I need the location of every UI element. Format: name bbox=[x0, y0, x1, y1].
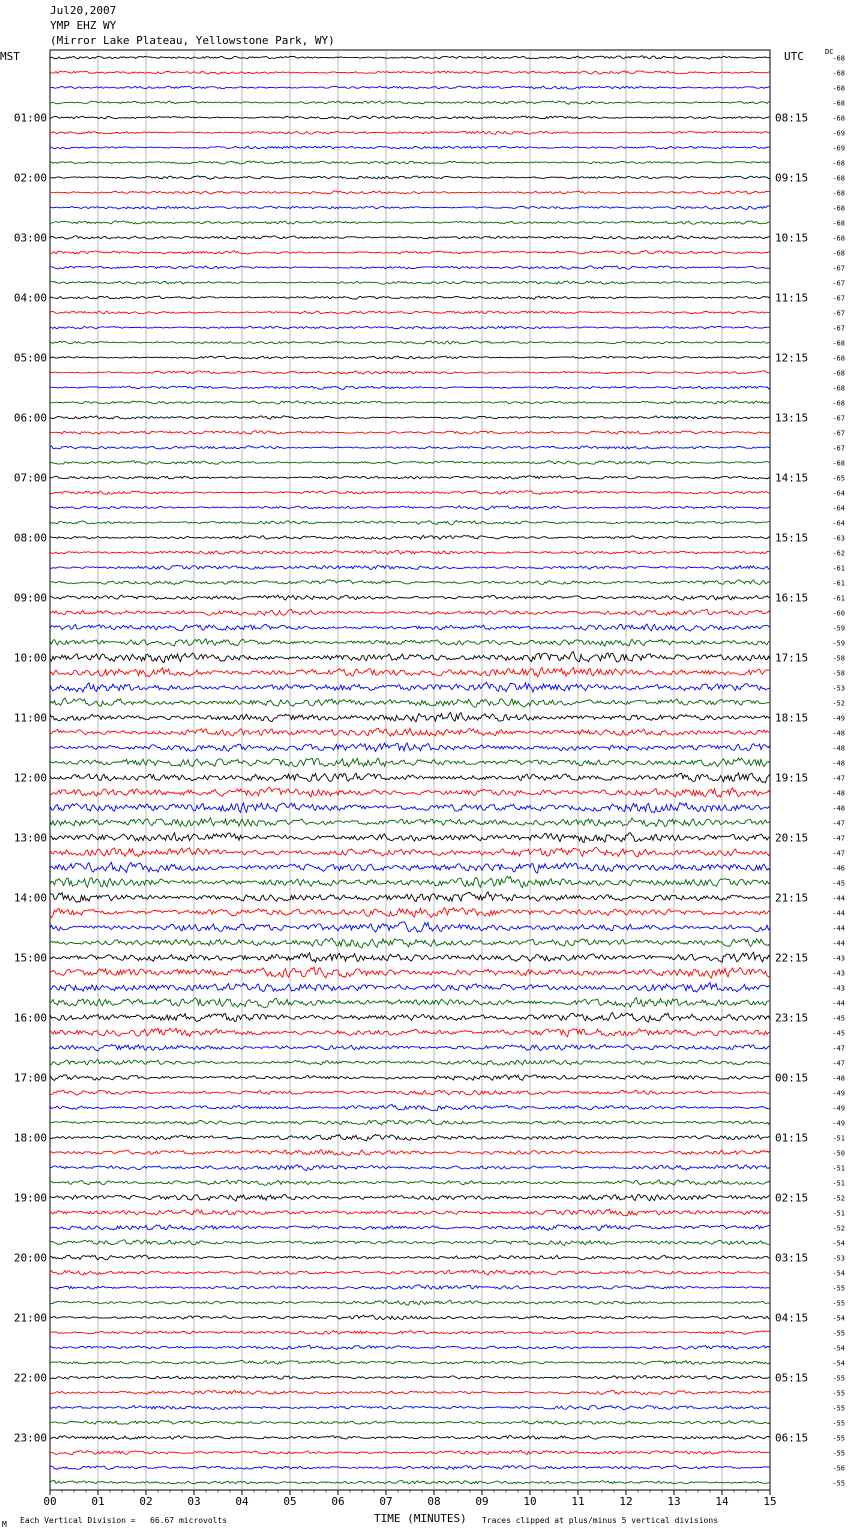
left-hour-label: 11:00 bbox=[13, 711, 47, 725]
left-hour-label: 22:00 bbox=[13, 1371, 47, 1385]
dc-offset-label: -68 bbox=[832, 459, 845, 468]
dc-offset-label: -55 bbox=[832, 1419, 845, 1428]
dc-offset-label: -55 bbox=[832, 1284, 845, 1293]
dc-offset-label: -68 bbox=[832, 159, 845, 168]
seismic-trace bbox=[50, 639, 770, 646]
x-tick-label: 04 bbox=[235, 1495, 249, 1508]
dc-offset-label: -50 bbox=[832, 1149, 845, 1158]
seismic-trace bbox=[50, 667, 770, 676]
dc-offset-label: -47 bbox=[832, 1044, 845, 1053]
dc-offset-label: -58 bbox=[832, 669, 845, 678]
dc-offset-label: -68 bbox=[832, 204, 845, 213]
dc-offset-label: -44 bbox=[832, 909, 845, 918]
seismic-trace bbox=[50, 998, 770, 1008]
dc-offset-label: -67 bbox=[832, 324, 845, 333]
seismic-trace bbox=[50, 1090, 770, 1095]
dc-offset-label: -56 bbox=[832, 1464, 845, 1473]
x-tick-label: 02 bbox=[139, 1495, 153, 1508]
right-hour-label: 13:15 bbox=[775, 411, 809, 425]
left-hour-label: 09:00 bbox=[13, 591, 47, 605]
dc-offset-label: -44 bbox=[832, 939, 845, 948]
right-hour-label: 09:15 bbox=[775, 171, 809, 185]
seismic-trace bbox=[50, 535, 770, 539]
x-tick-label: 14 bbox=[715, 1495, 729, 1508]
seismic-trace bbox=[50, 818, 770, 827]
seismic-trace bbox=[50, 1390, 770, 1394]
seismic-trace bbox=[50, 938, 770, 948]
seismic-trace bbox=[50, 1330, 770, 1334]
seismic-trace bbox=[50, 1285, 770, 1289]
right-hour-label: 18:15 bbox=[775, 711, 809, 725]
right-hour-label: 17:15 bbox=[775, 651, 809, 665]
right-timezone-label: UTC bbox=[784, 50, 804, 63]
dc-label: DC bbox=[825, 48, 834, 56]
seismic-trace bbox=[50, 311, 770, 314]
seismic-trace bbox=[50, 416, 770, 419]
dc-offset-label: -55 bbox=[832, 1479, 845, 1488]
seismic-trace bbox=[50, 682, 770, 692]
dc-offset-label: -58 bbox=[832, 654, 845, 663]
seismic-trace bbox=[50, 565, 770, 569]
seismic-trace bbox=[50, 1315, 770, 1320]
dc-offset-label: -48 bbox=[832, 744, 845, 753]
seismic-trace bbox=[50, 787, 770, 797]
dc-offset-label: -54 bbox=[832, 1269, 845, 1278]
seismic-trace bbox=[50, 506, 770, 510]
seismic-trace bbox=[50, 1105, 770, 1111]
left-hour-label: 18:00 bbox=[13, 1131, 47, 1145]
left-hour-label: 05:00 bbox=[13, 351, 47, 365]
dc-offset-label: -68 bbox=[832, 114, 845, 123]
x-tick-label: 01 bbox=[91, 1495, 105, 1508]
seismic-trace bbox=[50, 281, 770, 284]
dc-offset-label: -68 bbox=[832, 369, 845, 378]
dc-offset-label: -68 bbox=[832, 249, 845, 258]
right-hour-label: 12:15 bbox=[775, 351, 809, 365]
seismic-trace bbox=[50, 221, 770, 225]
dc-offset-label: -43 bbox=[832, 954, 845, 963]
left-timezone-label: MST bbox=[0, 50, 20, 63]
seismic-trace bbox=[50, 609, 770, 615]
dc-offset-label: -54 bbox=[832, 1239, 845, 1248]
seismic-trace bbox=[50, 713, 770, 722]
dc-offset-label: -51 bbox=[832, 1209, 845, 1218]
seismic-trace bbox=[50, 56, 770, 59]
dc-offset-label: -52 bbox=[832, 1224, 845, 1233]
seismic-trace bbox=[50, 461, 770, 465]
x-tick-label: 09 bbox=[475, 1495, 489, 1508]
dc-offset-label: -68 bbox=[832, 174, 845, 183]
dc-offset-label: -67 bbox=[832, 444, 845, 453]
dc-offset-label: -67 bbox=[832, 294, 845, 303]
dc-offset-label: -65 bbox=[832, 474, 845, 483]
right-hour-label: 20:15 bbox=[775, 831, 809, 845]
dc-offset-label: -64 bbox=[832, 519, 845, 528]
left-hour-label: 16:00 bbox=[13, 1011, 47, 1025]
dc-offset-label: -61 bbox=[832, 594, 845, 603]
x-tick-label: 10 bbox=[523, 1495, 537, 1508]
dc-offset-label: -69 bbox=[832, 129, 845, 138]
seismic-trace bbox=[50, 1180, 770, 1186]
seismic-trace bbox=[50, 876, 770, 887]
seismic-trace bbox=[50, 1421, 770, 1425]
dc-offset-label: -49 bbox=[832, 1104, 845, 1113]
dc-offset-label: -45 bbox=[832, 879, 845, 888]
x-tick-label: 07 bbox=[379, 1495, 393, 1508]
seismic-trace bbox=[50, 1240, 770, 1246]
right-hour-label: 06:15 bbox=[775, 1431, 809, 1445]
seismic-trace bbox=[50, 161, 770, 164]
right-hour-label: 00:15 bbox=[775, 1071, 809, 1085]
left-hour-label: 20:00 bbox=[13, 1251, 47, 1265]
dc-offset-label: -55 bbox=[832, 1434, 845, 1443]
left-hour-label: 14:00 bbox=[13, 891, 47, 905]
seismic-trace bbox=[50, 1345, 770, 1349]
seismic-trace bbox=[50, 892, 770, 902]
right-hour-label: 02:15 bbox=[775, 1191, 809, 1205]
right-hour-label: 14:15 bbox=[775, 471, 809, 485]
x-tick-label: 00 bbox=[43, 1495, 57, 1508]
right-hour-label: 15:15 bbox=[775, 531, 809, 545]
dc-offset-label: -44 bbox=[832, 894, 845, 903]
dc-offset-label: -44 bbox=[832, 999, 845, 1008]
x-tick-label: 13 bbox=[667, 1495, 681, 1508]
seismic-trace bbox=[50, 401, 770, 404]
dc-offset-label: -68 bbox=[832, 354, 845, 363]
dc-offset-label: -43 bbox=[832, 984, 845, 993]
left-hour-label: 19:00 bbox=[13, 1191, 47, 1205]
dc-offset-label: -67 bbox=[832, 309, 845, 318]
right-hour-label: 05:15 bbox=[775, 1371, 809, 1385]
dc-offset-label: -61 bbox=[832, 564, 845, 573]
dc-offset-label: -60 bbox=[832, 609, 845, 618]
right-hour-label: 22:15 bbox=[775, 951, 809, 965]
dc-offset-label: -68 bbox=[832, 69, 845, 78]
seismic-trace bbox=[50, 550, 770, 554]
dc-offset-label: -48 bbox=[832, 729, 845, 738]
dc-offset-label: -51 bbox=[832, 1179, 845, 1188]
dc-offset-label: -48 bbox=[832, 1074, 845, 1083]
dc-offset-label: -69 bbox=[832, 144, 845, 153]
seismic-trace bbox=[50, 983, 770, 993]
seismic-trace bbox=[50, 743, 770, 751]
dc-offset-label: -54 bbox=[832, 1344, 845, 1353]
right-hour-label: 16:15 bbox=[775, 591, 809, 605]
left-hour-label: 23:00 bbox=[13, 1431, 47, 1445]
dc-offset-label: -68 bbox=[832, 84, 845, 93]
dc-offset-label: -68 bbox=[832, 189, 845, 198]
dc-offset-label: -68 bbox=[832, 234, 845, 243]
dc-offset-label: -44 bbox=[832, 924, 845, 933]
left-hour-label: 03:00 bbox=[13, 231, 47, 245]
seismic-trace bbox=[50, 758, 770, 767]
left-hour-label: 12:00 bbox=[13, 771, 47, 785]
left-hour-label: 01:00 bbox=[13, 111, 47, 125]
left-hour-label: 17:00 bbox=[13, 1071, 47, 1085]
right-hour-label: 23:15 bbox=[775, 1011, 809, 1025]
dc-offset-label: -64 bbox=[832, 489, 845, 498]
dc-offset-label: -55 bbox=[832, 1299, 845, 1308]
dc-offset-label: -68 bbox=[832, 399, 845, 408]
seismic-trace bbox=[50, 833, 770, 843]
dc-offset-label: -48 bbox=[832, 804, 845, 813]
dc-offset-label: -62 bbox=[832, 549, 845, 558]
seismic-trace bbox=[50, 1375, 770, 1379]
plot-date: Jul20,2007 bbox=[50, 4, 117, 17]
left-hour-label: 07:00 bbox=[13, 471, 47, 485]
dc-offset-label: -55 bbox=[832, 1449, 845, 1458]
seismic-trace bbox=[50, 847, 770, 856]
dc-offset-label: -54 bbox=[832, 1314, 845, 1323]
dc-offset-label: -68 bbox=[832, 384, 845, 393]
dc-offset-label: -67 bbox=[832, 264, 845, 273]
seismic-trace bbox=[50, 1361, 770, 1365]
left-hour-label: 21:00 bbox=[13, 1311, 47, 1325]
seismic-trace bbox=[50, 236, 770, 239]
seismic-trace bbox=[50, 116, 770, 119]
dc-offset-label: -48 bbox=[832, 789, 845, 798]
dc-offset-label: -68 bbox=[832, 219, 845, 228]
seismic-trace bbox=[50, 86, 770, 89]
dc-offset-label: -47 bbox=[832, 1059, 845, 1068]
left-hour-label: 10:00 bbox=[13, 651, 47, 665]
dc-offset-label: -51 bbox=[832, 1164, 845, 1173]
dc-offset-label: -47 bbox=[832, 819, 845, 828]
seismic-trace bbox=[50, 1195, 770, 1201]
left-hour-label: 06:00 bbox=[13, 411, 47, 425]
left-hour-label: 08:00 bbox=[13, 531, 47, 545]
dc-offset-label: -59 bbox=[832, 624, 845, 633]
dc-offset-label: -49 bbox=[832, 1089, 845, 1098]
left-hour-label: 13:00 bbox=[13, 831, 47, 845]
seismic-trace bbox=[50, 206, 770, 210]
seismic-trace bbox=[50, 1075, 770, 1081]
seismic-trace bbox=[50, 176, 770, 179]
seismic-trace bbox=[50, 371, 770, 374]
dc-offset-label: -47 bbox=[832, 834, 845, 843]
dc-offset-label: -49 bbox=[832, 714, 845, 723]
dc-offset-label: -59 bbox=[832, 639, 845, 648]
seismic-trace bbox=[50, 862, 770, 873]
dc-offset-label: -68 bbox=[832, 339, 845, 348]
dc-offset-label: -55 bbox=[832, 1389, 845, 1398]
dc-offset-label: -55 bbox=[832, 1374, 845, 1383]
seismic-trace bbox=[50, 1255, 770, 1260]
seismic-trace bbox=[50, 803, 770, 813]
seismic-trace bbox=[50, 1045, 770, 1051]
seismic-trace bbox=[50, 1466, 770, 1470]
seismic-trace bbox=[50, 491, 770, 495]
seismic-trace bbox=[50, 952, 770, 962]
corner-mark: M bbox=[2, 1520, 7, 1529]
dc-offset-label: -68 bbox=[832, 54, 845, 63]
dc-offset-label: -47 bbox=[832, 849, 845, 858]
right-hour-label: 04:15 bbox=[775, 1311, 809, 1325]
x-tick-label: 06 bbox=[331, 1495, 345, 1508]
dc-offset-label: -67 bbox=[832, 279, 845, 288]
seismic-trace bbox=[50, 101, 770, 104]
seismic-trace bbox=[50, 296, 770, 299]
dc-offset-label: -49 bbox=[832, 1119, 845, 1128]
seismic-trace bbox=[50, 1481, 770, 1484]
seismic-trace bbox=[50, 386, 770, 389]
seismic-trace bbox=[50, 1165, 770, 1171]
seismic-trace bbox=[50, 595, 770, 600]
seismic-trace bbox=[50, 251, 770, 255]
dc-offset-label: -48 bbox=[832, 759, 845, 768]
seismic-trace bbox=[50, 652, 770, 663]
left-hour-label: 02:00 bbox=[13, 171, 47, 185]
seismic-trace bbox=[50, 71, 770, 74]
dc-offset-label: -52 bbox=[832, 699, 845, 708]
seismic-trace bbox=[50, 131, 770, 134]
seismic-trace bbox=[50, 146, 770, 149]
right-hour-label: 19:15 bbox=[775, 771, 809, 785]
left-hour-label: 04:00 bbox=[13, 291, 47, 305]
dc-offset-label: -45 bbox=[832, 1029, 845, 1038]
seismic-trace bbox=[50, 266, 770, 269]
seismic-trace bbox=[50, 521, 770, 525]
right-hour-label: 10:15 bbox=[775, 231, 809, 245]
seismic-trace bbox=[50, 191, 770, 194]
x-tick-label: 05 bbox=[283, 1495, 297, 1508]
seismic-trace bbox=[50, 624, 770, 631]
dc-offset-label: -67 bbox=[832, 429, 845, 438]
seismic-trace bbox=[50, 922, 770, 932]
seismic-trace bbox=[50, 431, 770, 434]
seismic-trace bbox=[50, 1120, 770, 1125]
right-hour-label: 03:15 bbox=[775, 1251, 809, 1265]
seismic-trace bbox=[50, 1059, 770, 1065]
seismic-trace bbox=[50, 1135, 770, 1142]
seismic-trace bbox=[50, 356, 770, 359]
dc-offset-label: -63 bbox=[832, 534, 845, 543]
seismic-trace bbox=[50, 446, 770, 449]
seismic-trace bbox=[50, 773, 770, 783]
seismic-trace bbox=[50, 1300, 770, 1305]
seismic-trace bbox=[50, 1013, 770, 1023]
seismic-trace bbox=[50, 908, 770, 918]
dc-offset-label: -45 bbox=[832, 1014, 845, 1023]
dc-offset-label: -47 bbox=[832, 774, 845, 783]
x-tick-label: 12 bbox=[619, 1495, 633, 1508]
dc-offset-label: -51 bbox=[832, 1134, 845, 1143]
seismic-trace bbox=[50, 698, 770, 707]
dc-offset-label: -53 bbox=[832, 1254, 845, 1263]
seismic-trace bbox=[50, 1435, 770, 1439]
dc-offset-label: -68 bbox=[832, 99, 845, 108]
clip-note: Traces clipped at plus/minus 5 vertical divisions bbox=[482, 1516, 719, 1525]
seismic-trace bbox=[50, 1028, 770, 1037]
x-tick-label: 11 bbox=[571, 1495, 585, 1508]
left-hour-label: 15:00 bbox=[13, 951, 47, 965]
dc-offset-label: -55 bbox=[832, 1404, 845, 1413]
station-code: YMP EHZ WY bbox=[50, 19, 117, 32]
dc-offset-label: -54 bbox=[832, 1359, 845, 1368]
seismic-trace bbox=[50, 326, 770, 329]
dc-offset-label: -46 bbox=[832, 864, 845, 873]
dc-offset-label: -43 bbox=[832, 969, 845, 978]
seismic-trace bbox=[50, 1150, 770, 1156]
right-hour-label: 11:15 bbox=[775, 291, 809, 305]
seismic-trace bbox=[50, 728, 770, 736]
right-hour-label: 08:15 bbox=[775, 111, 809, 125]
seismic-trace bbox=[50, 967, 770, 978]
seismic-trace bbox=[50, 1225, 770, 1231]
right-hour-label: 21:15 bbox=[775, 891, 809, 905]
x-tick-label: 15 bbox=[763, 1495, 777, 1508]
seismic-trace bbox=[50, 341, 770, 344]
dc-offset-label: -55 bbox=[832, 1329, 845, 1338]
seismic-trace bbox=[50, 1209, 770, 1216]
division-note: Each Vertical Division = 66.67 microvolts bbox=[20, 1516, 228, 1525]
right-hour-label: 01:15 bbox=[775, 1131, 809, 1145]
seismic-trace bbox=[50, 580, 770, 585]
seismic-trace bbox=[50, 1405, 770, 1410]
seismic-trace bbox=[50, 1270, 770, 1275]
dc-offset-label: -52 bbox=[832, 1194, 845, 1203]
seismic-trace bbox=[50, 1450, 770, 1454]
dc-offset-label: -53 bbox=[832, 684, 845, 693]
dc-offset-label: -67 bbox=[832, 414, 845, 423]
x-tick-label: 08 bbox=[427, 1495, 441, 1508]
x-axis-title: TIME (MINUTES) bbox=[374, 1512, 467, 1525]
x-tick-label: 03 bbox=[187, 1495, 201, 1508]
dc-offset-label: -61 bbox=[832, 579, 845, 588]
station-location: (Mirror Lake Plateau, Yellowstone Park, WY) bbox=[50, 34, 335, 47]
dc-offset-label: -64 bbox=[832, 504, 845, 513]
seismic-trace bbox=[50, 476, 770, 479]
